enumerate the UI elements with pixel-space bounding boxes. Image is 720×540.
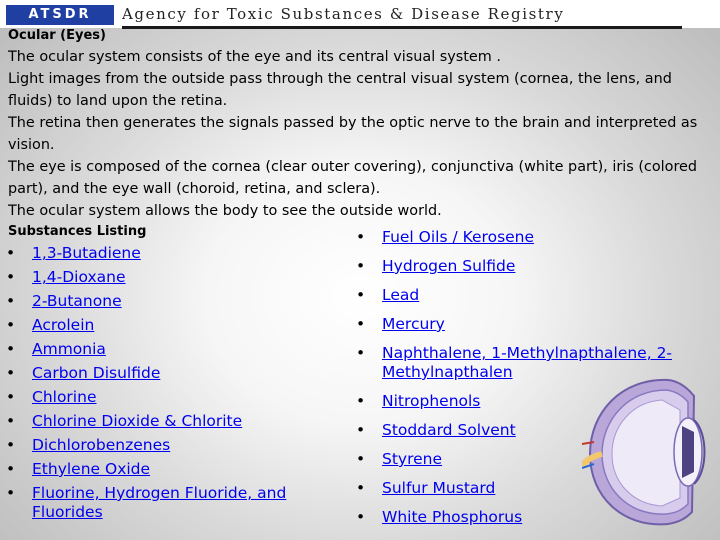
- substance-link[interactable]: Chlorine Dioxide & Chlorite: [32, 412, 243, 430]
- bullet-icon: •: [6, 460, 16, 478]
- substance-link[interactable]: 1,4-Dioxane: [32, 268, 126, 286]
- bullet-icon: •: [356, 450, 366, 468]
- bullet-icon: •: [6, 244, 16, 262]
- list-item: [6, 340, 306, 359]
- list-item: [6, 436, 306, 455]
- list-item: [356, 228, 696, 247]
- list-item: [6, 460, 306, 479]
- eye-cross-section-icon: [582, 372, 712, 532]
- atsdr-logo[interactable]: ATSDR: [6, 5, 114, 25]
- intro-section: [8, 26, 714, 222]
- intro-paragraph: The ocular system consists of the eye and its central visual system .: [8, 49, 501, 65]
- list-item: [6, 484, 306, 522]
- bullet-icon: •: [356, 228, 366, 246]
- bullet-icon: •: [6, 316, 16, 334]
- bullet-icon: •: [356, 392, 366, 410]
- substance-link[interactable]: Carbon Disulfide: [32, 364, 161, 382]
- list-item: [6, 268, 306, 287]
- substance-link[interactable]: Hydrogen Sulfide: [382, 257, 516, 275]
- substance-link[interactable]: Naphthalene, 1-Methylnapthalene, 2-Methylnapthalen: [382, 344, 673, 381]
- list-item: [6, 316, 306, 335]
- agency-name: Agency for Toxic Substances & Disease Registry: [122, 4, 682, 29]
- bullet-icon: •: [6, 484, 16, 502]
- list-item: [356, 286, 696, 305]
- list-item: [6, 244, 306, 263]
- substance-link[interactable]: Chlorine: [32, 388, 97, 406]
- bullet-icon: •: [6, 436, 16, 454]
- intro-paragraph: The eye is composed of the cornea (clear outer covering), conjunctiva (white part), iris (colored part), and the eye wall (choroid, retina, and sclera).: [8, 159, 698, 197]
- substances-listing-label: Substances Listing: [8, 224, 147, 239]
- intro-paragraph: The ocular system allows the body to see the outside world.: [8, 203, 442, 219]
- bullet-icon: •: [356, 479, 366, 497]
- intro-paragraph: The retina then generates the signals passed by the optic nerve to the brain and interpreted as vision.: [8, 115, 698, 153]
- bullet-icon: •: [356, 315, 366, 333]
- bullet-icon: •: [6, 388, 16, 406]
- substance-link[interactable]: Nitrophenols: [382, 392, 481, 410]
- header-banner: [0, 0, 720, 28]
- substance-link[interactable]: Sulfur Mustard: [382, 479, 496, 497]
- substance-link[interactable]: Styrene: [382, 450, 443, 468]
- bullet-icon: •: [356, 421, 366, 439]
- intro-paragraph: Light images from the outside pass through the central visual system (cornea, the lens, and fluids) to land upon the retina.: [8, 71, 672, 109]
- bullet-icon: •: [6, 268, 16, 286]
- bullet-icon: •: [356, 286, 366, 304]
- substance-link[interactable]: Dichlorobenzenes: [32, 436, 171, 454]
- substance-link[interactable]: White Phosphorus: [382, 508, 523, 526]
- page-title: Ocular (Eyes): [8, 28, 106, 43]
- substance-link[interactable]: Fluorine, Hydrogen Fluoride, and Fluorides: [32, 484, 287, 521]
- list-item: [6, 292, 306, 311]
- bullet-icon: •: [6, 412, 16, 430]
- list-item: [6, 412, 306, 431]
- substance-link[interactable]: Mercury: [382, 315, 445, 333]
- substances-list-left: [6, 244, 306, 527]
- substance-link[interactable]: Acrolein: [32, 316, 95, 334]
- list-item: [6, 364, 306, 383]
- bullet-icon: •: [6, 292, 16, 310]
- substance-link[interactable]: Ethylene Oxide: [32, 460, 151, 478]
- bullet-icon: •: [356, 508, 366, 526]
- bullet-icon: •: [6, 340, 16, 358]
- substance-link[interactable]: 2-Butanone: [32, 292, 122, 310]
- substance-link[interactable]: Lead: [382, 286, 420, 304]
- substance-link[interactable]: Stoddard Solvent: [382, 421, 516, 439]
- bullet-icon: •: [6, 364, 16, 382]
- list-item: [356, 315, 696, 334]
- bullet-icon: •: [356, 257, 366, 275]
- bullet-icon: •: [356, 344, 366, 362]
- list-item: [356, 257, 696, 276]
- substance-link[interactable]: Ammonia: [32, 340, 106, 358]
- substance-link[interactable]: Fuel Oils / Kerosene: [382, 228, 535, 246]
- substance-link[interactable]: 1,3-Butadiene: [32, 244, 141, 262]
- list-item: [6, 388, 306, 407]
